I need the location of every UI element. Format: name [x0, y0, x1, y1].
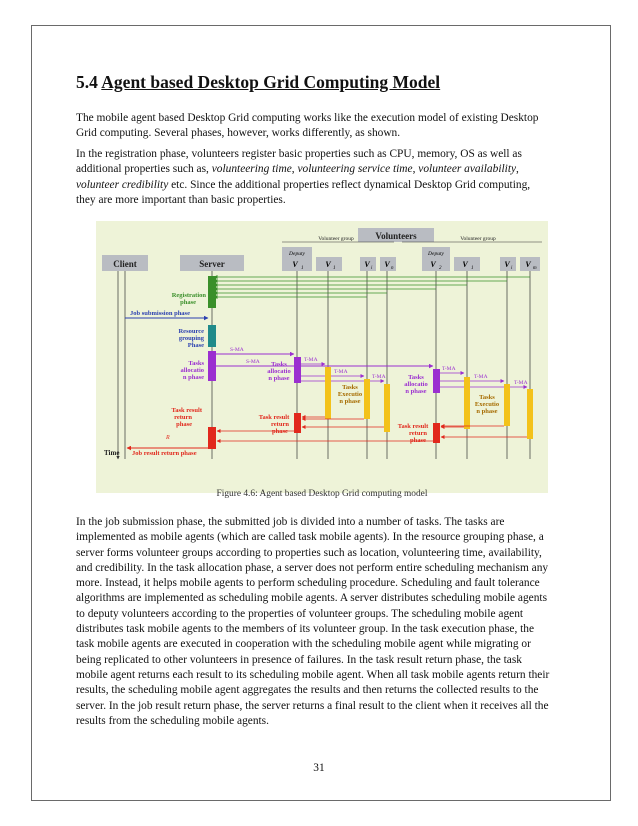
separator: ,	[412, 163, 419, 176]
deputy-1-result-bar	[294, 413, 301, 433]
v2-label: V	[430, 260, 436, 269]
section-title: Agent based Desktop Grid Computing Model	[101, 72, 441, 92]
section-number: 5.4	[76, 72, 102, 92]
resource-grouping-bar	[208, 325, 216, 347]
paragraph-registration	[76, 147, 550, 208]
v1b-label: V	[325, 260, 331, 269]
d1-alloc-label-3: n phase	[268, 375, 290, 382]
group-1-label: Volunteer group	[318, 236, 354, 242]
model-diagram	[96, 221, 548, 493]
t-ma-label-3: T-MA	[372, 374, 386, 380]
v2b-label: V	[462, 260, 468, 269]
s-ma-label-1: S-MA	[230, 347, 244, 353]
d2-alloc-label-3: n phase	[405, 388, 427, 395]
registration-arrows	[214, 277, 530, 297]
v2i-label: V	[504, 260, 510, 269]
term-volunteer-credibility: volunteer credibility	[76, 178, 169, 191]
exec-1-label-2: Executio	[337, 391, 363, 398]
v2m-label: V	[525, 260, 531, 269]
exec-1-label-3: n phase	[339, 398, 361, 405]
v1-execution-bar	[325, 367, 331, 419]
figure-caption: Figure 4.6: Agent based Desktop Grid computing model	[216, 489, 428, 499]
d2-result-label-3: phase	[410, 437, 426, 444]
group-2-label: Volunteer group	[460, 236, 496, 242]
d1-alloc-label-1: Tasks	[271, 361, 287, 368]
page-number: 31	[313, 762, 325, 774]
tasks-alloc-label-1: Tasks	[188, 360, 204, 367]
job-result-label: Job result return phase	[132, 450, 197, 457]
resource-label-2: grouping	[178, 335, 204, 342]
paragraph-phases: In the job submission phase, the submitted job is divided into a number of tasks. The tasks are implemented as mobile agents (which are called task mobile agents). In the resource grouping phase, a server forms volunteer groups according to properties such as location, volunteering time, availability, and credibility. In the task allocation phase, a server does not perform entire scheduling mechanism any more. Instead, it helps mobile agents to perform scheduling procedure. Scheduling and fault tolerance algorithms are implemented as scheduling mobile agents. A server distributes scheduling mobile agents to deputy volunteers according to the properties of volunteer groups. The scheduling mobile agent distributes task mobile agents to the members of its volunteer group. In the task execution phase, the task mobile agents are executed in cooperation with the scheduling mobile agent while migrating or being replicated to other volunteers in presence of failures. In the task result return phase, the task mobile agent returns each result to its scheduling mobile agent. When all task mobile agents return their results, the scheduling mobile agent aggregates the results and then returns the collected results to the server. In the job result return phase, the server returns a final result to the client when it receives all the results from the scheduling mobile agents.	[76, 516, 550, 727]
r-label: R	[166, 435, 170, 441]
vi-execution-bar	[364, 379, 370, 419]
server-allocation-bar	[208, 351, 216, 381]
v2m-execution-bar	[527, 389, 533, 439]
d1-alloc-label-2: allocatio	[267, 368, 291, 375]
separator: ,	[516, 163, 519, 176]
deputy-2-allocation-bar	[433, 369, 440, 393]
v1b-sub: 1	[333, 266, 336, 271]
d2-result-label-1: Task result	[397, 423, 429, 430]
deputy-1-label: Deputy	[289, 251, 305, 257]
job-submission-label: Job submission phase	[130, 310, 190, 317]
d2-alloc-label-1: Tasks	[408, 374, 424, 381]
deputy-2-label: Deputy	[428, 251, 444, 257]
exec-2-label-3: n phase	[476, 408, 498, 415]
t-ma-label-4: T-MA	[442, 366, 456, 372]
server-result-label-3: phase	[176, 421, 192, 428]
d2-result-label-2: return	[409, 430, 427, 437]
vi-label: V	[364, 260, 370, 269]
v2-sub: 2	[439, 266, 442, 271]
registration-label-2: phase	[180, 299, 196, 306]
v2i-sub: i	[511, 266, 513, 271]
section-heading	[76, 72, 440, 93]
paragraph-intro: The mobile agent based Desktop Grid computing works like the execution model of existing Desktop Grid computing. Several phases, however, works differently, as shown.	[76, 112, 539, 140]
d1-result-label-3: phase	[272, 428, 288, 435]
v2i-execution-bar	[504, 384, 510, 426]
vn-execution-bar	[384, 384, 390, 432]
exec-1-label-1: Tasks	[342, 384, 358, 391]
registration-label-1: Registration	[171, 292, 206, 299]
d1-result-label-2: return	[271, 421, 289, 428]
vi-sub: i	[371, 266, 373, 271]
term-volunteering-time: volunteering time	[211, 163, 292, 176]
server-result-label-1: Task result	[171, 407, 202, 414]
t-ma-label-5: T-MA	[474, 374, 488, 380]
vn-sub: n	[391, 266, 394, 271]
vn-label: V	[384, 260, 390, 269]
term-volunteering-service-time: volunteering service time	[297, 163, 413, 176]
tasks-alloc-label-3: n phase	[182, 374, 204, 381]
exec-2-label-1: Tasks	[479, 394, 495, 401]
v1-sub: 1	[301, 266, 304, 271]
s-ma-label-2: S-MA	[246, 359, 260, 365]
result-arrows-group-1	[302, 417, 384, 427]
volunteers-label: Volunteers	[375, 231, 417, 241]
v2b-execution-bar	[464, 377, 470, 429]
t-ma-label-6: T-MA	[514, 380, 528, 386]
v2m-sub: m	[533, 266, 537, 271]
t-ma-label-1: T-MA	[304, 357, 318, 363]
d1-result-label-1: Task result	[258, 414, 290, 421]
result-arrows-group-2	[441, 426, 527, 437]
v1-label: V	[292, 260, 298, 269]
deputy-1-allocation-bar	[294, 357, 301, 383]
resource-label-3: Phase	[187, 342, 204, 349]
v2b-sub: 1	[471, 266, 474, 271]
paragraph-registration-text: In the registration phase, volunteers register basic properties such as CPU, memory, OS as well as additional properties such as,	[76, 148, 522, 176]
resource-label-1: Resource	[178, 328, 204, 335]
tasks-alloc-label-2: allocatio	[180, 367, 204, 374]
exec-2-label-2: Executio	[474, 401, 500, 408]
term-volunteer-availability: volunteer availability	[418, 163, 517, 176]
t-ma-label-2: T-MA	[334, 369, 348, 375]
registration-bar	[208, 276, 216, 308]
time-label: Time	[104, 449, 120, 457]
separator: ,	[291, 163, 298, 176]
paragraph-registration-tail: etc. Since the additional properties reflect dynamical Desktop Grid computing, they are more important than basic properties.	[76, 178, 531, 206]
client-label: Client	[113, 259, 137, 269]
deputy-2-result-bar	[433, 423, 440, 443]
server-label: Server	[199, 259, 225, 269]
server-result-label-2: return	[174, 414, 192, 421]
d2-alloc-label-2: allocatio	[404, 381, 428, 388]
server-result-bar	[208, 427, 216, 449]
